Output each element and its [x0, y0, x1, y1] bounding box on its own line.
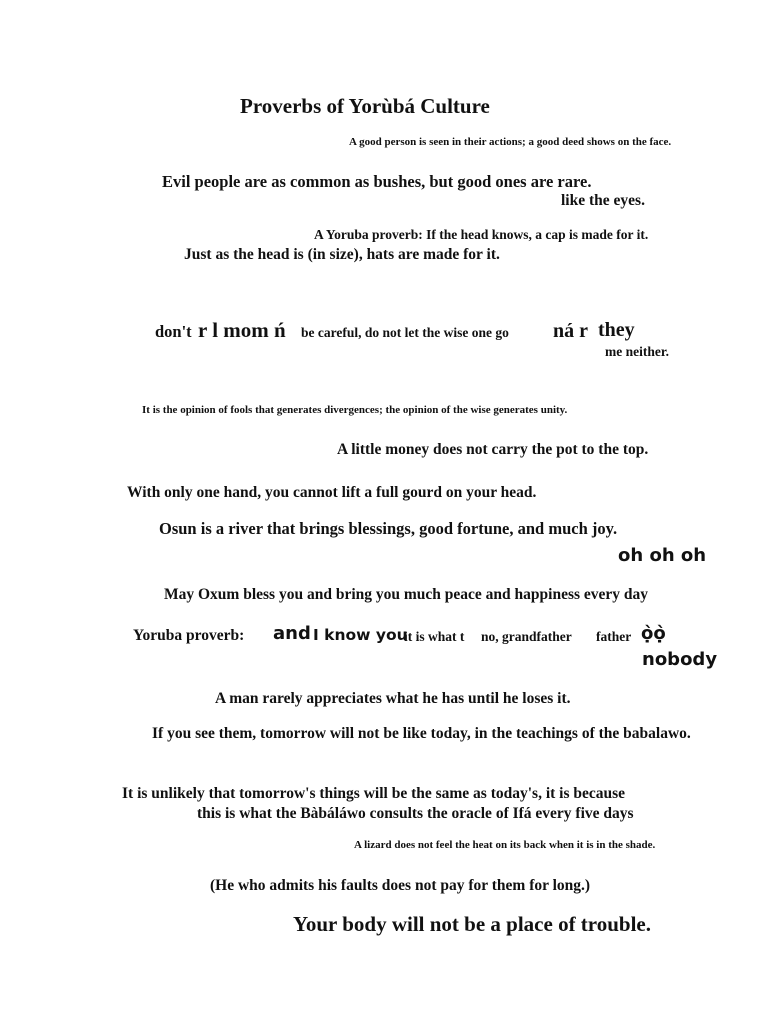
mixed-word: I know you	[313, 626, 408, 644]
mixed-word: and	[273, 623, 311, 644]
mixed-word: don't	[155, 322, 192, 341]
mixed-word: Yoruba proverb:	[133, 627, 245, 644]
mixed-word: it is what t	[404, 629, 465, 644]
proverb-line: With only one hand, you cannot lift a full gourd on your head.	[127, 484, 537, 501]
proverb-line: A Yoruba proverb: If the head knows, a cap is made for it.	[314, 227, 649, 242]
proverb-line: Evil people are as common as bushes, but good ones are rare.	[162, 172, 592, 191]
proverb-line: me neither.	[605, 344, 669, 359]
proverb-line: A lizard does not feel the heat on its back when it is in the shade.	[354, 839, 656, 851]
proverb-line: oh oh oh	[618, 545, 707, 566]
proverb-line: Just as the head is (in size), hats are made for it.	[184, 246, 500, 263]
mixed-word: ná r	[553, 320, 588, 342]
mixed-word: ọ̀ọ̀	[641, 623, 666, 644]
proverb-line: like the eyes.	[561, 192, 645, 209]
proverb-line: A man rarely appreciates what he has until he loses it.	[215, 690, 571, 707]
proverb-line: Osun is a river that brings blessings, good fortune, and much joy.	[159, 519, 618, 538]
proverb-line: A good person is seen in their actions; a good deed shows on the face.	[349, 136, 672, 148]
mixed-word: r l mom ń	[198, 318, 286, 342]
mixed-word: no, grandfather	[481, 629, 572, 644]
proverb-line: May Oxum bless you and bring you much peace and happiness every day	[164, 586, 649, 603]
proverb-line: this is what the Bàbáláwo consults the oracle of Ifá every five days	[197, 805, 634, 822]
page-title: Proverbs of Yorùbá Culture	[240, 94, 490, 118]
proverb-line: It is the opinion of fools that generates divergences; the opinion of the wise generates unity.	[142, 404, 568, 416]
proverb-line: If you see them, tomorrow will not be like today, in the teachings of the babalawo.	[152, 725, 691, 742]
proverb-line: (He who admits his faults does not pay for them for long.)	[210, 877, 591, 894]
mixed-word: they	[598, 319, 635, 341]
proverb-line: nobody	[642, 649, 718, 670]
proverb-line: Your body will not be a place of trouble.	[293, 912, 652, 936]
proverb-line: A little money does not carry the pot to the top.	[337, 441, 649, 458]
proverb-line: It is unlikely that tomorrow's things will be the same as today's, it is because	[122, 785, 626, 802]
mixed-word: father	[596, 629, 632, 644]
mixed-word: be careful, do not let the wise one go	[301, 325, 509, 340]
